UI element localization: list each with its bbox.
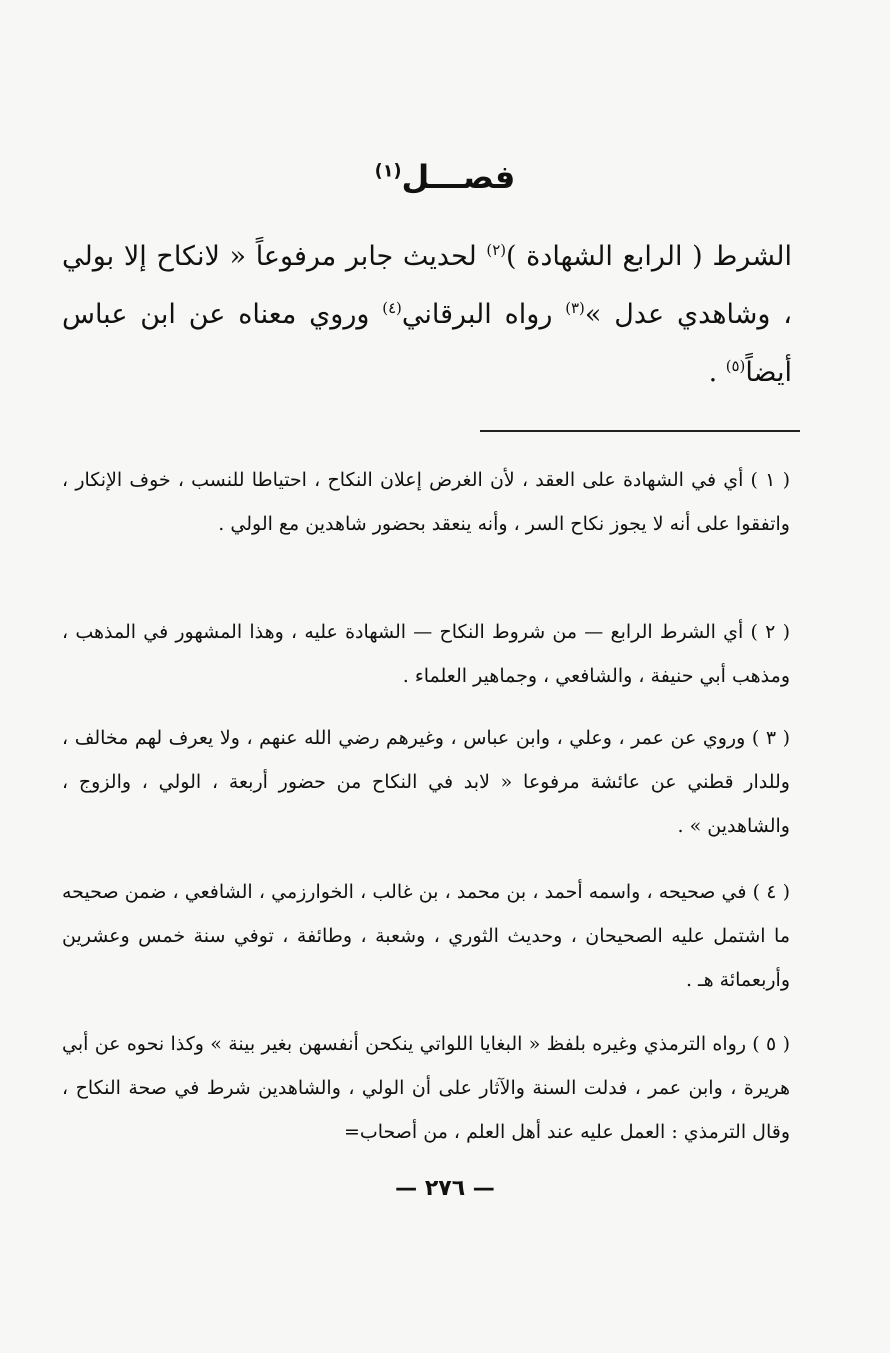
section-heading: [0, 158, 890, 196]
footnote-separator: [480, 430, 800, 432]
main-text: [62, 228, 792, 402]
heading-text: فصـــل: [401, 158, 516, 196]
main-text-part-3: رواه البرقاني: [401, 299, 566, 330]
footnote-ref-5: (٥): [725, 357, 746, 375]
footnote-5-text: ( ٥ ) رواه الترمذي وغيره بلفظ « البغايا اللواتي ينكحن أنفسهن بغير بينة » وكذا نحوه عن أبي هريرة ، وابن عمر ، فدلت السنة والآثار على أن الولي ، والشاهدين شرط في صحة النكاح ، وقال الترمذي : العمل عليه عند أهل العلم ، من أصحاب=: [62, 1033, 790, 1143]
footnote-4: [62, 870, 790, 1002]
footnote-5: [62, 1022, 790, 1154]
footnote-3-text: ( ٣ ) وروي عن عمر ، وعلي ، وابن عباس ، وغيرهم رضي الله عنهم ، ولا يعرف لهم مخالف ، وللدار قطني عن عائشة مرفوعا « لابد في النكاح من حضور أربعة ، الولي ، والزوج ، والشاهدين » .: [62, 727, 791, 837]
footnote-1: [62, 458, 790, 546]
footnote-2: [62, 610, 790, 698]
footnote-ref-2: (٢): [486, 241, 506, 259]
footnote-ref-4: (٤): [382, 299, 402, 317]
main-text-part-1: الشرط ( الرابع الشهادة ): [505, 241, 793, 272]
footnote-3: [62, 716, 790, 848]
main-paragraph: [62, 228, 792, 402]
footnote-4-text: ( ٤ ) في صحيحه ، واسمه أحمد ، بن محمد ، بن غالب ، الخوارزمي ، الشافعي ، ضمن صحيحه ما اشتمل عليه الصحيحان ، وحديث الثوري ، وشعبة ، وطائفة ، توفي سنة خمس وعشرين وأربعمائة هـ .: [62, 881, 791, 991]
main-text-part-4: وروي معناه عن ابن عباس أيضاً: [62, 299, 792, 388]
heading-footnote-ref: (١): [374, 161, 402, 182]
footnote-ref-3: (٣): [565, 299, 585, 317]
page-number: — ٢٧٦ —: [395, 1176, 495, 1201]
main-text-part-5: .: [708, 357, 726, 388]
main-text-part-2: لحديث جابر مرفوعاً « لانكاح إلا بولي ، وشاهدي عدل »: [62, 241, 792, 330]
footnote-2-text: ( ٢ ) أي الشرط الرابع — من شروط النكاح — الشهادة عليه ، وهذا المشهور في المذهب ، ومذهب أبي حنيفة ، والشافعي ، وجماهير العلماء .: [62, 621, 790, 687]
footnote-1-text: ( ١ ) أي في الشهادة على العقد ، لأن الغرض إعلان النكاح ، احتياطا للنسب ، خوف الإنكار ، واتفقوا على أنه لا يجوز نكاح السر ، وأنه ينعقد بحضور شاهدين مع الولي .: [62, 469, 790, 535]
